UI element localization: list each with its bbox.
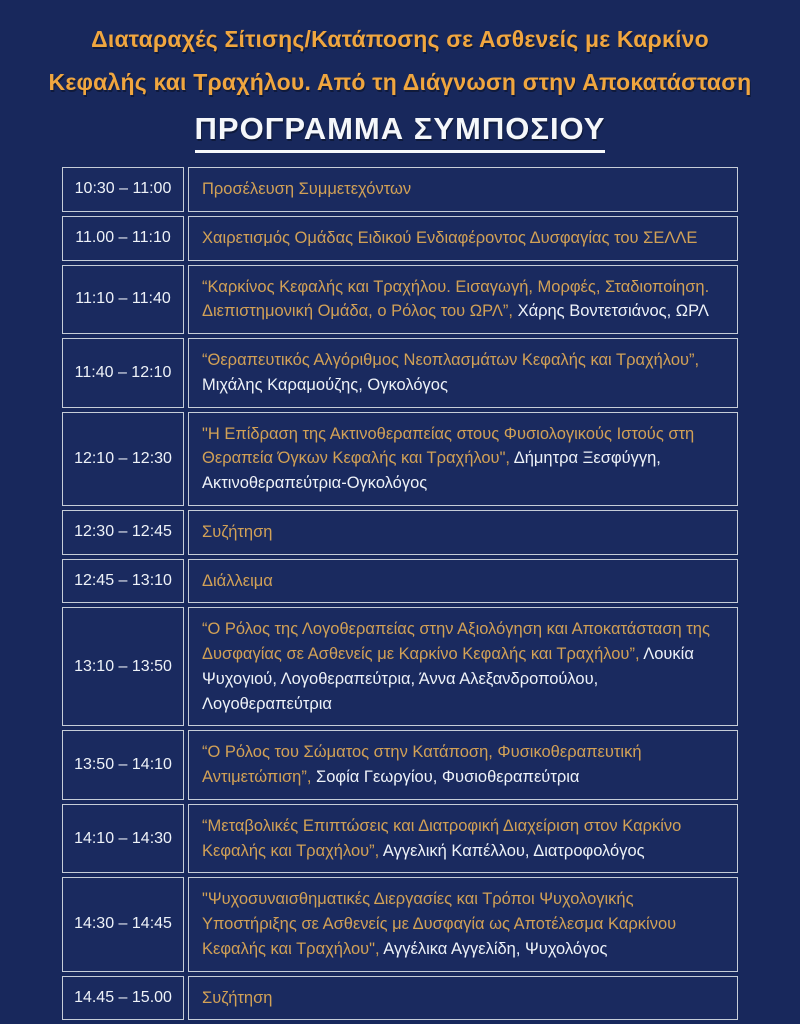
time-cell: 12:10 – 12:30 <box>62 412 184 506</box>
session-title-text: Χαιρετισμός Ομάδας Ειδικού Ενδιαφέροντος Δυσφαγίας του ΣΕΛΛΕ <box>202 228 698 247</box>
session-title-text: “Ο Ρόλος του Σώματος στην Κατάποση, Φυσικοθεραπευτική Αντιμετώπιση”, <box>202 743 642 786</box>
time-cell: 10:30 – 11:00 <box>62 167 184 212</box>
session-title-text: "Ψυχοσυναισθηματικές Διεργασίες και Τρόποι Ψυχολογικής Υποστήριξης σε Ασθενείς με Δυσφαγία ως Αποτέλεσμα Καρκίνου Κεφαλής και Τραχήλου", <box>202 890 677 958</box>
program-row <box>62 265 738 335</box>
session-title-text: “Μεταβολικές Επιπτώσεις και Διατροφική Διαχείριση στον Καρκίνο Κεφαλής και Τραχήλου”, <box>202 816 682 860</box>
session-cell <box>188 877 738 971</box>
session-cell <box>188 559 738 604</box>
program-row <box>62 976 738 1021</box>
program-row <box>62 804 738 874</box>
program-heading: ΠΡΟΓΡΑΜΜΑ ΣΥΜΠΟΣΙΟΥ <box>195 111 606 153</box>
session-title-text: “Θεραπευτικός Αλγόριθμος Νεοπλασμάτων Κεφαλής και Τραχήλου”, <box>202 351 700 369</box>
program-row <box>62 167 738 212</box>
session-cell <box>188 804 738 874</box>
time-cell: 14:10 – 14:30 <box>62 804 184 874</box>
poster-title-line-1: Διαταραχές Σίτισης/Κατάποσης σε Ασθενείς με Καρκίνο <box>91 26 709 52</box>
time-cell: 13:10 – 13:50 <box>62 607 184 726</box>
session-title-text: “Ο Ρόλος της Λογοθεραπείας στην Αξιολόγηση και Αποκατάσταση της Δυσφαγίας σε Ασθενείς με Καρκίνο Κεφαλής και Τραχήλου”, <box>202 620 710 663</box>
session-title-text: "Η Επίδραση της Ακτινοθεραπείας στους Φυσιολογικούς Ιστούς στη Θεραπεία Όγκων Κεφαλής και Τραχήλου", <box>202 424 695 468</box>
speaker-text: Αγγελική Καπέλλου, Διατροφολόγος <box>379 841 645 860</box>
program-table <box>58 163 742 1024</box>
program-row <box>62 216 738 261</box>
session-cell <box>188 730 738 800</box>
time-cell: 12:30 – 12:45 <box>62 510 184 555</box>
speaker-text: Λουκία Ψυχογιού, Λογοθεραπεύτρια, Άννα Αλεξανδροπούλου, Λογοθεραπεύτρια <box>202 645 694 713</box>
speaker-text: Μιχάλης Καραμούζης, Ογκολόγος <box>202 375 448 394</box>
speaker-text: Σοφία Γεωργίου, Φυσιοθεραπεύτρια <box>311 768 580 786</box>
program-row <box>62 877 738 971</box>
program-row <box>62 730 738 800</box>
session-title-text: Προσέλευση Συμμετεχόντων <box>202 180 412 198</box>
speaker-text: Αγγέλικα Αγγελίδη, Ψυχολόγος <box>379 939 608 958</box>
session-title-text: “Καρκίνος Κεφαλής και Τραχήλου. Εισαγωγή, Μορφές, Σταδιοποίηση. Διεπιστημονική Ομάδα, ο Ρόλος του ΩΡΛ”, <box>202 277 710 321</box>
session-title-text: Διάλλειμα <box>202 571 273 590</box>
session-title-text: Συζήτηση <box>202 988 273 1007</box>
time-cell: 12:45 – 13:10 <box>62 559 184 604</box>
program-row <box>62 510 738 555</box>
time-cell: 14:30 – 14:45 <box>62 877 184 971</box>
session-cell <box>188 265 738 335</box>
time-cell: 11:40 – 12:10 <box>62 338 184 408</box>
poster-title-line-2: Κεφαλής και Τραχήλου. Από τη Διάγνωση στην Αποκατάσταση <box>48 69 752 95</box>
session-cell <box>188 216 738 261</box>
session-cell <box>188 412 738 506</box>
session-cell <box>188 167 738 212</box>
title-block <box>0 18 800 153</box>
program-table-body <box>62 167 738 1020</box>
time-cell: 13:50 – 14:10 <box>62 730 184 800</box>
program-row <box>62 412 738 506</box>
session-cell <box>188 607 738 726</box>
time-cell: 14.45 – 15.00 <box>62 976 184 1021</box>
time-cell: 11.00 – 11:10 <box>62 216 184 261</box>
session-cell <box>188 976 738 1021</box>
program-row <box>62 338 738 408</box>
session-cell <box>188 510 738 555</box>
session-cell <box>188 338 738 408</box>
time-cell: 11:10 – 11:40 <box>62 265 184 335</box>
session-title-text: Συζήτηση <box>202 522 273 541</box>
program-row <box>62 607 738 726</box>
speaker-text: Δήμητρα Ξεσφύγγη, Ακτινοθεραπεύτρια-Ογκολόγος <box>202 449 661 492</box>
program-row <box>62 559 738 604</box>
heading-wrap <box>0 111 800 153</box>
speaker-text: Χάρης Βοντετσιάνος, ΩΡΛ <box>512 302 709 321</box>
